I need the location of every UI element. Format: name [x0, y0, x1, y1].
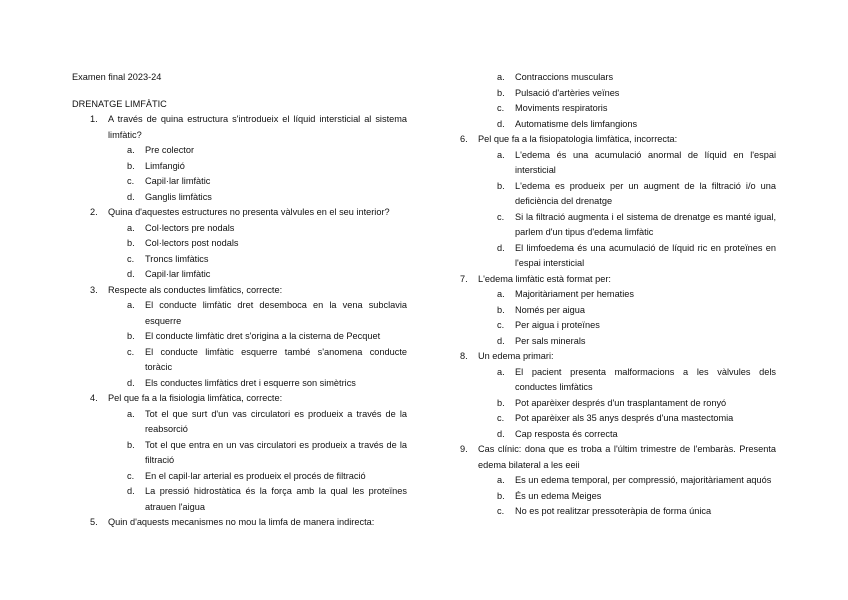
option-text: Pot aparèixer als 35 anys després d'una mastectomia — [515, 413, 734, 423]
option-text: Capil·lar limfàtic — [145, 269, 211, 279]
option-letter: c. — [127, 470, 135, 481]
option-letter: b. — [497, 304, 505, 315]
option-letter: d. — [497, 242, 505, 253]
option-text: La pressió hidrostàtica és la força amb la qual les proteïnes atrauen l'aigua — [145, 486, 407, 512]
option-text: Col·lectors pre nodals — [145, 222, 235, 233]
option-letter: a. — [497, 475, 505, 485]
question-text: Un edema primari: — [478, 351, 554, 361]
left-column — [72, 70, 407, 531]
option-letter: b. — [127, 160, 135, 171]
option-text: Automatisme dels limfangions — [515, 118, 638, 129]
option-letter: a. — [127, 145, 135, 155]
question-item — [72, 283, 407, 392]
option-letter: b. — [497, 180, 505, 191]
option-text: Per sals minerals — [515, 335, 586, 346]
option-letter: d. — [497, 428, 505, 439]
answer-option — [72, 484, 407, 515]
answer-option — [72, 376, 407, 392]
answer-option — [72, 236, 407, 252]
answer-options — [72, 143, 407, 205]
answer-option — [72, 329, 407, 345]
answer-options — [72, 407, 407, 516]
question-stem — [460, 349, 776, 365]
option-letter: b. — [127, 238, 135, 248]
option-text: Majoritàriament per hematies — [515, 289, 634, 299]
option-letter: c. — [497, 320, 505, 330]
option-text: Cap resposta és correcta — [515, 428, 618, 439]
option-text: Capil·lar limfàtic — [145, 176, 211, 186]
answer-option — [72, 221, 407, 237]
answer-option — [460, 489, 776, 505]
option-letter: a. — [127, 300, 135, 310]
option-letter: c. — [497, 103, 505, 113]
option-letter: a. — [497, 289, 505, 299]
question-number — [72, 205, 108, 221]
question-number — [460, 349, 478, 365]
answer-option — [72, 407, 407, 438]
option-text: Col·lectors post nodals — [145, 238, 239, 248]
question-text: Quina d'aquestes estructures no presenta vàlvules en el seu interior? — [108, 207, 390, 217]
question-stem — [460, 132, 776, 148]
question-number — [460, 272, 478, 288]
right-question-list — [460, 132, 776, 520]
question-number-label: 2. — [90, 207, 98, 217]
option-text: El conducte limfàtic esquerre també s'anomena conducte toràcic — [145, 346, 407, 372]
answer-option — [460, 365, 776, 396]
question-number-label: 4. — [90, 393, 98, 403]
option-letter: d. — [127, 269, 135, 279]
answer-option — [460, 101, 776, 117]
answer-option — [460, 117, 776, 133]
option-text: Pulsació d'artèries veïnes — [515, 87, 620, 98]
question-text: Pel que fa a la fisiopatologia limfàtica, incorrecta: — [478, 134, 678, 144]
option-letter: a. — [497, 149, 505, 160]
option-letter: c. — [127, 253, 135, 264]
question-item — [460, 272, 776, 350]
option-text: Els conductes limfàtics dret i esquerre son simètrics — [145, 377, 356, 388]
answer-option — [460, 148, 776, 179]
answer-option — [460, 86, 776, 102]
option-text: Limfangió — [145, 160, 185, 171]
option-letter: d. — [497, 335, 505, 346]
question-item — [460, 349, 776, 442]
option-letter: c. — [127, 346, 135, 357]
answer-option — [460, 504, 776, 520]
answer-option — [72, 267, 407, 283]
option-letter: b. — [497, 397, 505, 408]
option-text: Troncs limfàtics — [145, 253, 209, 264]
answer-options — [460, 473, 776, 520]
answer-option — [460, 210, 776, 241]
answer-option — [72, 469, 407, 485]
answer-option — [72, 190, 407, 206]
answer-option — [460, 334, 776, 350]
answer-options — [72, 298, 407, 391]
option-text: El pacient presenta malformacions a les vàlvules dels conductes limfàtics — [515, 366, 776, 392]
answer-options — [460, 148, 776, 272]
question-item — [460, 442, 776, 520]
answer-option — [460, 473, 776, 489]
option-text: Moviments respiratoris — [515, 103, 608, 113]
option-text: El conducte limfàtic dret desemboca en la vena subclavia esquerre — [145, 300, 407, 326]
answer-option — [72, 143, 407, 159]
option-text: Es un edema temporal, per compressió, majoritàriament aquós — [515, 475, 772, 485]
option-text: L'edema es produeix per un augment de la filtració i/o una deficiència del drenatge — [515, 180, 776, 206]
answer-option — [72, 438, 407, 469]
answer-options — [460, 365, 776, 443]
answer-option — [72, 159, 407, 175]
question-item — [72, 112, 407, 205]
answer-option — [460, 241, 776, 272]
question-text: Cas clínic: dona que es troba a l'últim trimestre de l'embaràs. Presenta edema bilateral a les eeii — [478, 444, 776, 470]
option-text: Pot aparèixer després d'un trasplantament de ronyó — [515, 397, 727, 408]
option-text: Tot el que surt d'un vas circulatori es produeix a través de la reabsorció — [145, 408, 407, 434]
answer-option — [72, 252, 407, 268]
option-text: És un edema Meiges — [515, 490, 602, 501]
answer-option — [72, 345, 407, 376]
option-letter: a. — [497, 72, 505, 82]
question-number — [72, 391, 108, 407]
option-letter: d. — [127, 191, 135, 202]
option-letter: d. — [127, 377, 135, 388]
answer-option — [72, 298, 407, 329]
right-column — [460, 70, 776, 520]
question-stem — [72, 283, 407, 299]
question-stem — [72, 515, 407, 531]
option-text: En el capil·lar arterial es produeix el procés de filtració — [145, 470, 366, 481]
question-item — [72, 515, 407, 531]
answer-option — [460, 318, 776, 334]
option-letter: a. — [127, 408, 135, 419]
question-text: Pel que fa a la fisiologia limfàtica, correcte: — [108, 393, 283, 403]
question-item — [72, 391, 407, 515]
option-text: Tot el que entra en un vas circulatori es produeix a través de la filtració — [145, 439, 407, 465]
question-item — [72, 205, 407, 283]
question-number-label: 1. — [90, 114, 98, 124]
answer-option — [72, 174, 407, 190]
answer-option — [460, 70, 776, 86]
answer-options — [460, 287, 776, 349]
option-text: Pre colector — [145, 145, 195, 155]
question-number-label: 8. — [460, 351, 468, 361]
question-5-options — [460, 70, 776, 132]
section-title: DRENATGE LIMFÀTIC — [72, 98, 167, 109]
question-number — [72, 112, 108, 143]
question-text: Respecte als conductes limfàtics, correcte: — [108, 284, 283, 295]
question-number — [72, 283, 108, 299]
option-text: Per aigua i proteïnes — [515, 320, 600, 330]
option-letter: c. — [127, 176, 135, 186]
option-text: Ganglis limfàtics — [145, 191, 212, 202]
option-letter: b. — [497, 87, 505, 98]
question-number-label: 6. — [460, 134, 468, 144]
question-number — [460, 442, 478, 473]
option-letter: c. — [497, 506, 505, 516]
question-text: Quin d'aquests mecanismes no mou la limfa de manera indirecta: — [108, 517, 375, 527]
answer-option — [460, 303, 776, 319]
left-question-list — [72, 112, 407, 531]
option-text: El limfoedema és una acumulació de líquid ric en proteïnes en l'espai intersticial — [515, 242, 776, 268]
question-number-label: 7. — [460, 273, 468, 284]
option-letter: c. — [497, 413, 505, 423]
option-letter: a. — [127, 222, 135, 233]
answer-option — [460, 427, 776, 443]
question-number-label: 9. — [460, 444, 468, 454]
question-number — [460, 132, 478, 148]
option-text: No es pot realitzar pressoteràpia de forma única — [515, 506, 712, 516]
option-text: Només per aigua — [515, 304, 585, 315]
question-stem — [72, 205, 407, 221]
question-text: A través de quina estructura s'introdueix el líquid intersticial al sistema limfàtic? — [108, 114, 407, 140]
question-stem — [460, 442, 776, 473]
answer-options — [72, 221, 407, 283]
question-text: L'edema limfàtic està format per: — [478, 273, 611, 284]
question-stem — [72, 112, 407, 143]
answer-option — [460, 287, 776, 303]
answer-option — [460, 179, 776, 210]
question-stem — [460, 272, 776, 288]
option-letter: a. — [497, 366, 505, 377]
option-text: El conducte limfàtic dret s'origina a la cisterna de Pecquet — [145, 331, 381, 341]
answer-option — [460, 396, 776, 412]
option-text: L'edema és una acumulació anormal de líquid en l'espai intersticial — [515, 149, 776, 175]
option-letter: b. — [497, 490, 505, 501]
question-stem — [72, 391, 407, 407]
option-letter: c. — [497, 211, 505, 222]
option-letter: b. — [127, 331, 135, 341]
question-item — [460, 132, 776, 272]
question-number-label: 5. — [90, 517, 98, 527]
option-text: Si la filtració augmenta i el sistema de drenatge es manté igual, parlem d'un tipus d'edema limfàtic — [515, 211, 776, 237]
exam-title: Examen final 2023-24 — [72, 72, 162, 82]
question-number — [72, 515, 108, 531]
option-letter: d. — [497, 118, 505, 129]
option-letter: b. — [127, 439, 135, 450]
answer-option — [460, 411, 776, 427]
option-letter: d. — [127, 486, 135, 496]
question-number-label: 3. — [90, 284, 98, 295]
option-text: Contraccions musculars — [515, 72, 614, 82]
